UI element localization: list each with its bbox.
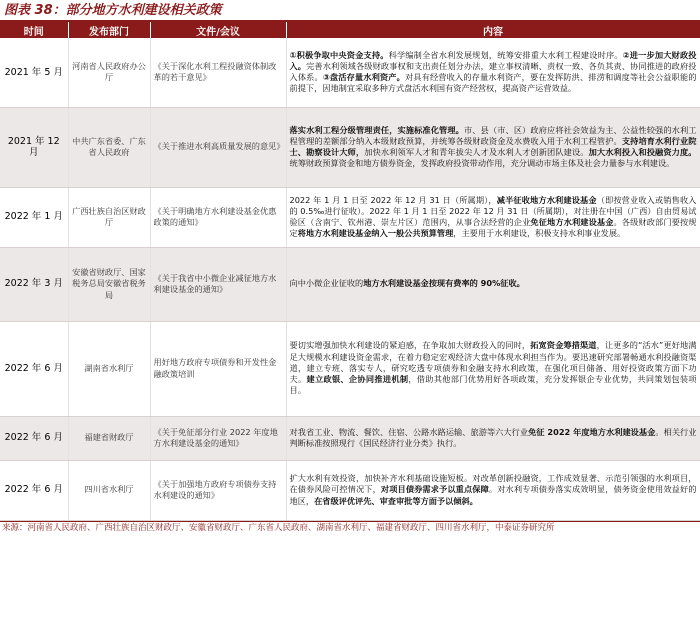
content-highlight: 加大水利投入和投融资力度。: [588, 147, 697, 157]
policy-table: [0, 22, 700, 521]
content-highlight: ①积极争取中央资金支持。: [289, 49, 389, 60]
content-text: （即按营业收入或销售收入的 0.5‰进行征收）。2022 年 1 月 1 日至 2022 年 12 月 31 日（所属期），对注册在中国（广西）自由贸易试验区（含南宁、钦州港、崇左片区）范围内，从事合法经营的企业: [289, 194, 697, 227]
row-content: [286, 247, 700, 321]
row-time: 2022 年 1 月: [0, 187, 68, 247]
table-row: [0, 107, 700, 187]
table-row: [0, 416, 700, 460]
row-dept: 福建省财政厅: [68, 416, 150, 460]
table-row: [0, 38, 700, 107]
row-dept: 四川省水利厅: [68, 460, 150, 520]
content-highlight: 落实水利工程分级管理责任，实施标准化管理。: [289, 124, 464, 135]
header-dept: 发布部门: [68, 22, 150, 38]
row-time: 2022 年 6 月: [0, 416, 68, 460]
content-text: 市、县（市、区）政府应将社会效益为主、公益性较强的水利工程管理的差额部分纳入本级财政预算，并统筹各级财政资金及水费收入用于水利工程管护。: [289, 124, 697, 146]
content-text: 要切实增强加快水利建设的紧迫感，在争取加大财政投入的同时，: [289, 340, 531, 351]
content-highlight: 支持培育水利行业院士、勘察设计大师，: [289, 135, 697, 157]
content-highlight: 免征 2022 年度地方水利建设基金: [528, 426, 656, 437]
content-text: 对我省工业、物流、餐饮、住宿、公路水路运输、旅游等六大行业: [289, 426, 529, 437]
row-doc: 用好地方政府专项债券和开发性金融政策培训: [150, 321, 286, 416]
row-content: [286, 107, 700, 187]
row-dept: 广西壮族自治区财政厅: [68, 187, 150, 247]
table-row: [0, 247, 700, 321]
content-text: 扩大水利有效投资，加快补齐水利基础设施短板。对改革创新投融资，工作成效显著、示范引领强的水利项目，在债券风险可控情况下，: [289, 473, 697, 495]
header-content: 内容: [286, 22, 700, 38]
content-highlight: 减半征收地方水利建设基金: [496, 194, 597, 205]
table-row: [0, 321, 700, 416]
chart-title: 图表 38：部分地方水利建设相关政策: [0, 0, 700, 22]
content-highlight: 将地方水利建设基金纳入一般公共预算管理: [297, 228, 454, 239]
table-row: [0, 187, 700, 247]
row-time: 2022 年 3 月: [0, 247, 68, 321]
table-body: [0, 38, 700, 520]
row-content: [286, 321, 700, 416]
content-highlight: 在省级评优评先、审查审批等方面予以倾斜。: [314, 495, 478, 506]
content-highlight: ③盘活存量水利资产。: [322, 72, 405, 83]
content-text: 加快水利领军人才和青年拔尖人才及水利人才创新团队建设。: [364, 147, 589, 157]
header-time: 时间: [0, 22, 68, 38]
row-doc: 《关于明确地方水利建设基金优惠政策的通知》: [150, 187, 286, 247]
row-dept: 中共广东省委、广东省人民政府: [68, 107, 150, 187]
content-text: 。对水利专项债券落实成效明显，债务资金使用效益好的地区，: [289, 484, 697, 506]
row-doc: 《关于深化水利工程投融资体制改革的若干意见》: [150, 38, 286, 107]
content-highlight: 地方水利建设基金按现有费率的 90%征收。: [363, 278, 525, 289]
content-text: 。相关行业判断标准按照现行《国民经济行业分类》执行。: [289, 426, 697, 448]
header-doc: 文件/会议: [150, 22, 286, 38]
content-highlight: ②进一步加大财政投入。: [289, 49, 697, 72]
content-highlight: 拓宽资金筹措渠道: [530, 340, 597, 351]
row-doc: 《关于推进水利高质量发展的意见》: [150, 107, 286, 187]
row-time: 2021 年 5 月: [0, 38, 68, 107]
content-text: 。各级财政部门要按规定: [289, 217, 697, 239]
row-content: [286, 460, 700, 520]
content-highlight: 对项目债券需求予以重点保障: [380, 484, 489, 495]
row-time: 2021 年 12 月: [0, 107, 68, 187]
content-text: 对具有经营收入的存量水利资产，要在发挥防洪、排涝和调度等社会公益职能的前提下，因地制宜采取多种方式盘活水利国有资产经营权，提高资产运营效益。: [289, 72, 697, 94]
source-note: 来源：河南省人民政府、广西壮族自治区财政厅、安徽省财政厅、广东省人民政府、湖南省水利厅、福建省财政厅、四川省水利厅，中泰证券研究所: [0, 521, 700, 535]
content-text: ，主要用于水利建设，积极支持水利事业发展。: [453, 228, 626, 239]
row-content: [286, 38, 700, 107]
row-time: 2022 年 6 月: [0, 460, 68, 520]
row-dept: 河南省人民政府办公厅: [68, 38, 150, 107]
row-time: 2022 年 6 月: [0, 321, 68, 416]
row-content: [286, 187, 700, 247]
content-text: 科学编制全省水利发展规划，统筹安排重大水利工程建设时序。: [388, 49, 623, 60]
row-doc: 《关于加强地方政府专项债券支持水利建设的通知》: [150, 460, 286, 520]
content-text: 统筹财政预算资金和地方债券资金，发挥政府投资带动作用，充分调动市场主体及社会力量参与水利建设。: [289, 158, 675, 169]
content-highlight: 免征地方水利建设基金: [530, 217, 614, 227]
header-row: [0, 22, 700, 38]
row-doc: 《关于免征部分行业 2022 年度地方水利建设基金的通知》: [150, 416, 286, 460]
row-content: [286, 416, 700, 460]
content-text: 向中小微企业征收的: [289, 278, 364, 289]
content-text: 完善水利领域各级财政事权和支出责任划分办法，建立事权清晰、责权一致、各负其责、协同推进的政府投入体系。: [289, 61, 697, 83]
row-dept: 湖南省水利厅: [68, 321, 150, 416]
row-dept: 安徽省财政厅、国家税务总局安徽省税务局: [68, 247, 150, 321]
content-text: ，让更多的“活水”更好地满足大规模水利建设资金需求，在着力稳定宏观经济大盘中体现水利担当作为。要迅速研究部署畅通水利投融资渠道，建立专班、落实专人，研究吃透专项债券和金融支持水利政策，在强化项目储备、用好投资政策方面下功夫。: [289, 340, 697, 385]
content-highlight: 建立政银、企协同推进机制: [306, 374, 409, 385]
row-doc: 《关于我省中小微企业减征地方水利建设基金的通知》: [150, 247, 286, 321]
content-text: 2022 年 1 月 1 日至 2022 年 12 月 31 日（所属期），: [289, 194, 497, 205]
content-text: ，借助其他部门优势用好各项政策，充分发挥银企专业优势，共同策划包装项目。: [289, 374, 697, 396]
table-row: [0, 460, 700, 520]
